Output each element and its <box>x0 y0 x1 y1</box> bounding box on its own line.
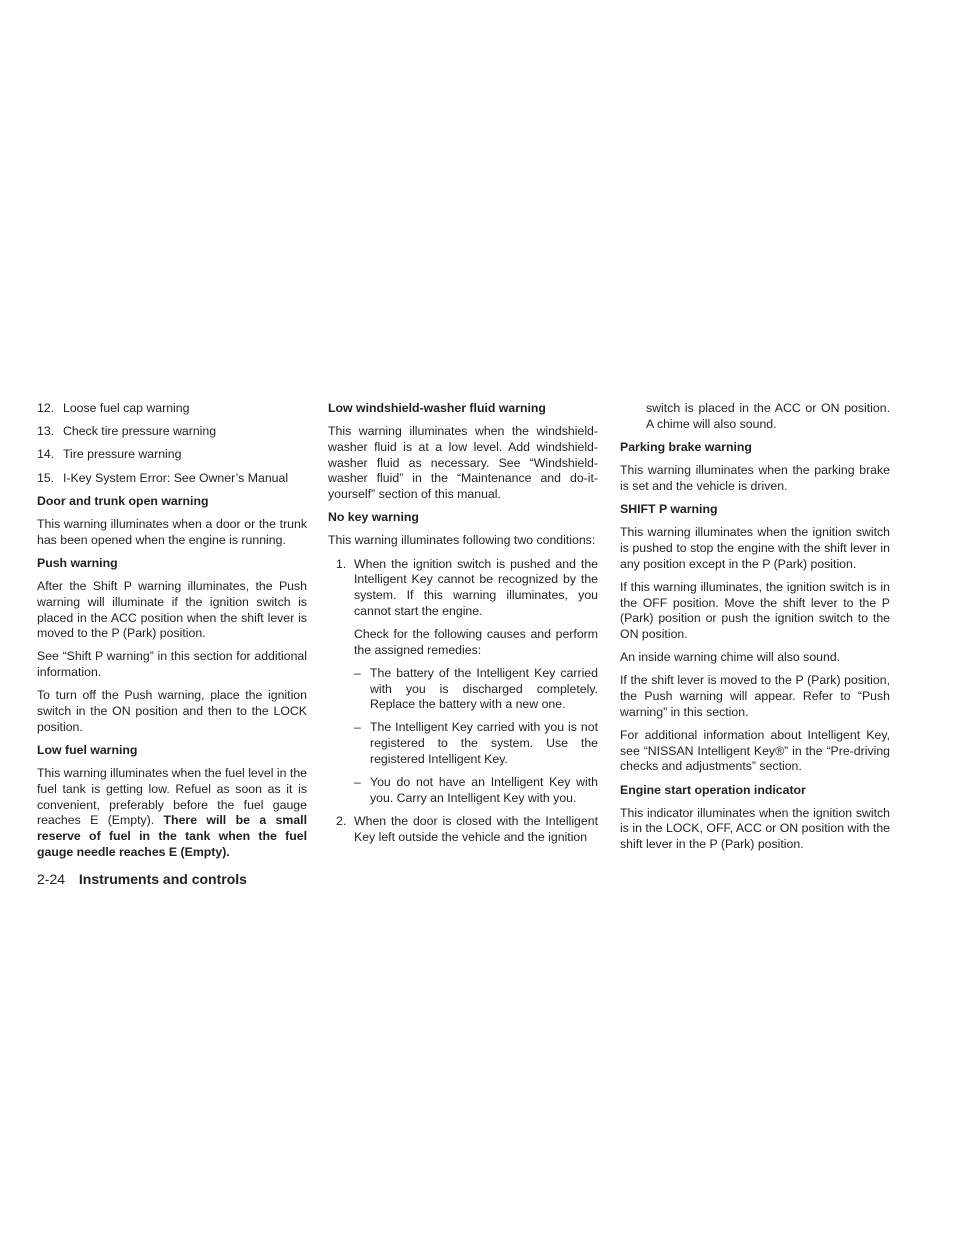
dash-mark: – <box>354 665 361 680</box>
low-fuel-text-regular: This warning illuminates when the fuel level in the fuel tank is getting low. Refuel as soon as it is convenient, preferably before the fuel gauge reaches E (Empty). <box>37 766 307 828</box>
dash-text: The battery of the Intelligent Key carried with you is discharged completely. Replace the battery with a new one. <box>370 665 598 712</box>
low-fuel-text-bold: There will be a small reserve of fuel in the tank when the fuel gauge needle reaches E (Empty). <box>37 813 307 859</box>
shift-p-paragraph: For additional information about Intelligent Key, see “NISSAN Intelligent Key®” in the “Pre-driving checks and adjustments” section. <box>620 727 890 774</box>
push-warning-heading: Push warning <box>37 555 118 570</box>
shift-p-paragraph: If the shift lever is moved to the P (Park) position, the Push warning will appear. Refer to “Push warning” in this section. <box>620 673 890 719</box>
list-item <box>37 471 307 487</box>
dash-mark: – <box>354 720 361 735</box>
engine-start-text: This indicator illuminates when the ignition switch is in the LOCK, OFF, ACC or ON position with the shift lever in the P (Park) position. <box>620 805 890 852</box>
list-text: When the ignition switch is pushed and the Intelligent Key cannot be recognized by the system. If this warning illuminates, you cannot start the engine. <box>354 556 598 618</box>
door-warning-text: This warning illuminates when a door or the trunk has been opened when the engine is running. <box>37 517 307 547</box>
low-fuel-text <box>37 766 307 860</box>
push-warning-paragraph: See “Shift P warning” in this section for additional information. <box>37 649 307 680</box>
shift-p-paragraph: If this warning illuminates, the ignition switch is in the OFF position. Move the shift lever to the P (Park) position or push the ignition switch to the ON position. <box>620 579 890 641</box>
dash-item <box>354 666 598 713</box>
page-number: 2-24 <box>37 871 66 887</box>
push-warning-paragraph: After the Shift P warning illuminates, the Push warning will illuminate if the ignition switch is placed in the ACC position when the shift lever is moved to the P (Park) position. <box>37 579 307 641</box>
list-number: 2. <box>336 813 347 828</box>
shift-p-paragraph: An inside warning chime will also sound. <box>620 650 841 665</box>
dash-text: The Intelligent Key carried with you is not registered to the system. Use the registered Intelligent Key. <box>370 720 598 766</box>
door-warning-heading: Door and trunk open warning <box>37 493 209 508</box>
column-middle <box>328 401 598 853</box>
no-key-intro: This warning illuminates following two conditions: <box>328 533 596 548</box>
list-number: 1. <box>336 556 347 571</box>
column-left <box>37 401 307 868</box>
list-text: When the door is closed with the Intelligent Key left outside the vehicle and the ignition <box>354 813 598 844</box>
dash-item <box>354 720 598 767</box>
list-item <box>328 557 598 620</box>
parking-brake-heading: Parking brake warning <box>620 439 752 454</box>
list-item <box>37 424 307 440</box>
dash-item <box>354 775 598 806</box>
no-key-heading: No key warning <box>328 510 419 525</box>
low-fuel-heading: Low fuel warning <box>37 742 138 757</box>
push-warning-paragraph: To turn off the Push warning, place the ignition switch in the ON position and then to the LOCK position. <box>37 688 307 734</box>
list-number: 15. <box>37 470 55 485</box>
engine-start-heading: Engine start operation indicator <box>620 782 806 797</box>
list-text: Check tire pressure warning <box>63 424 217 439</box>
list-text-continued: switch is placed in the ACC or ON position. A chime will also sound. <box>646 401 890 431</box>
shift-p-heading: SHIFT P warning <box>620 502 718 517</box>
list-item <box>37 401 307 417</box>
list-text: I-Key System Error: See Owner’s Manual <box>63 470 289 485</box>
list-number: 14. <box>37 447 55 462</box>
washer-warning-text: This warning illuminates when the windshield-washer fluid is at a low level. Add windshield-washer fluid as necessary. See “Windshield-washer fluid” in the “Maintenance and do-it-yourself” section of this manual. <box>328 424 598 502</box>
parking-brake-text: This warning illuminates when the parking brake is set and the vehicle is driven. <box>620 463 890 493</box>
dash-mark: – <box>354 775 361 790</box>
shift-p-paragraph: This warning illuminates when the ignition switch is pushed to stop the engine with the shift lever in any position except in the P (Park) position. <box>620 525 890 571</box>
list-item <box>328 814 598 845</box>
list-text: Loose fuel cap warning <box>63 401 190 415</box>
check-causes-text: Check for the following causes and perform the assigned remedies: <box>354 626 598 657</box>
list-text: Tire pressure warning <box>63 447 182 462</box>
list-number: 13. <box>37 424 55 439</box>
column-right <box>620 401 890 860</box>
page-footer <box>37 871 247 887</box>
dash-text: You do not have an Intelligent Key with you. Carry an Intelligent Key with you. <box>370 775 598 805</box>
list-number: 12. <box>37 401 55 415</box>
list-item <box>37 447 307 463</box>
section-title: Instruments and controls <box>78 871 247 887</box>
washer-warning-heading: Low windshield-washer fluid warning <box>328 401 546 415</box>
